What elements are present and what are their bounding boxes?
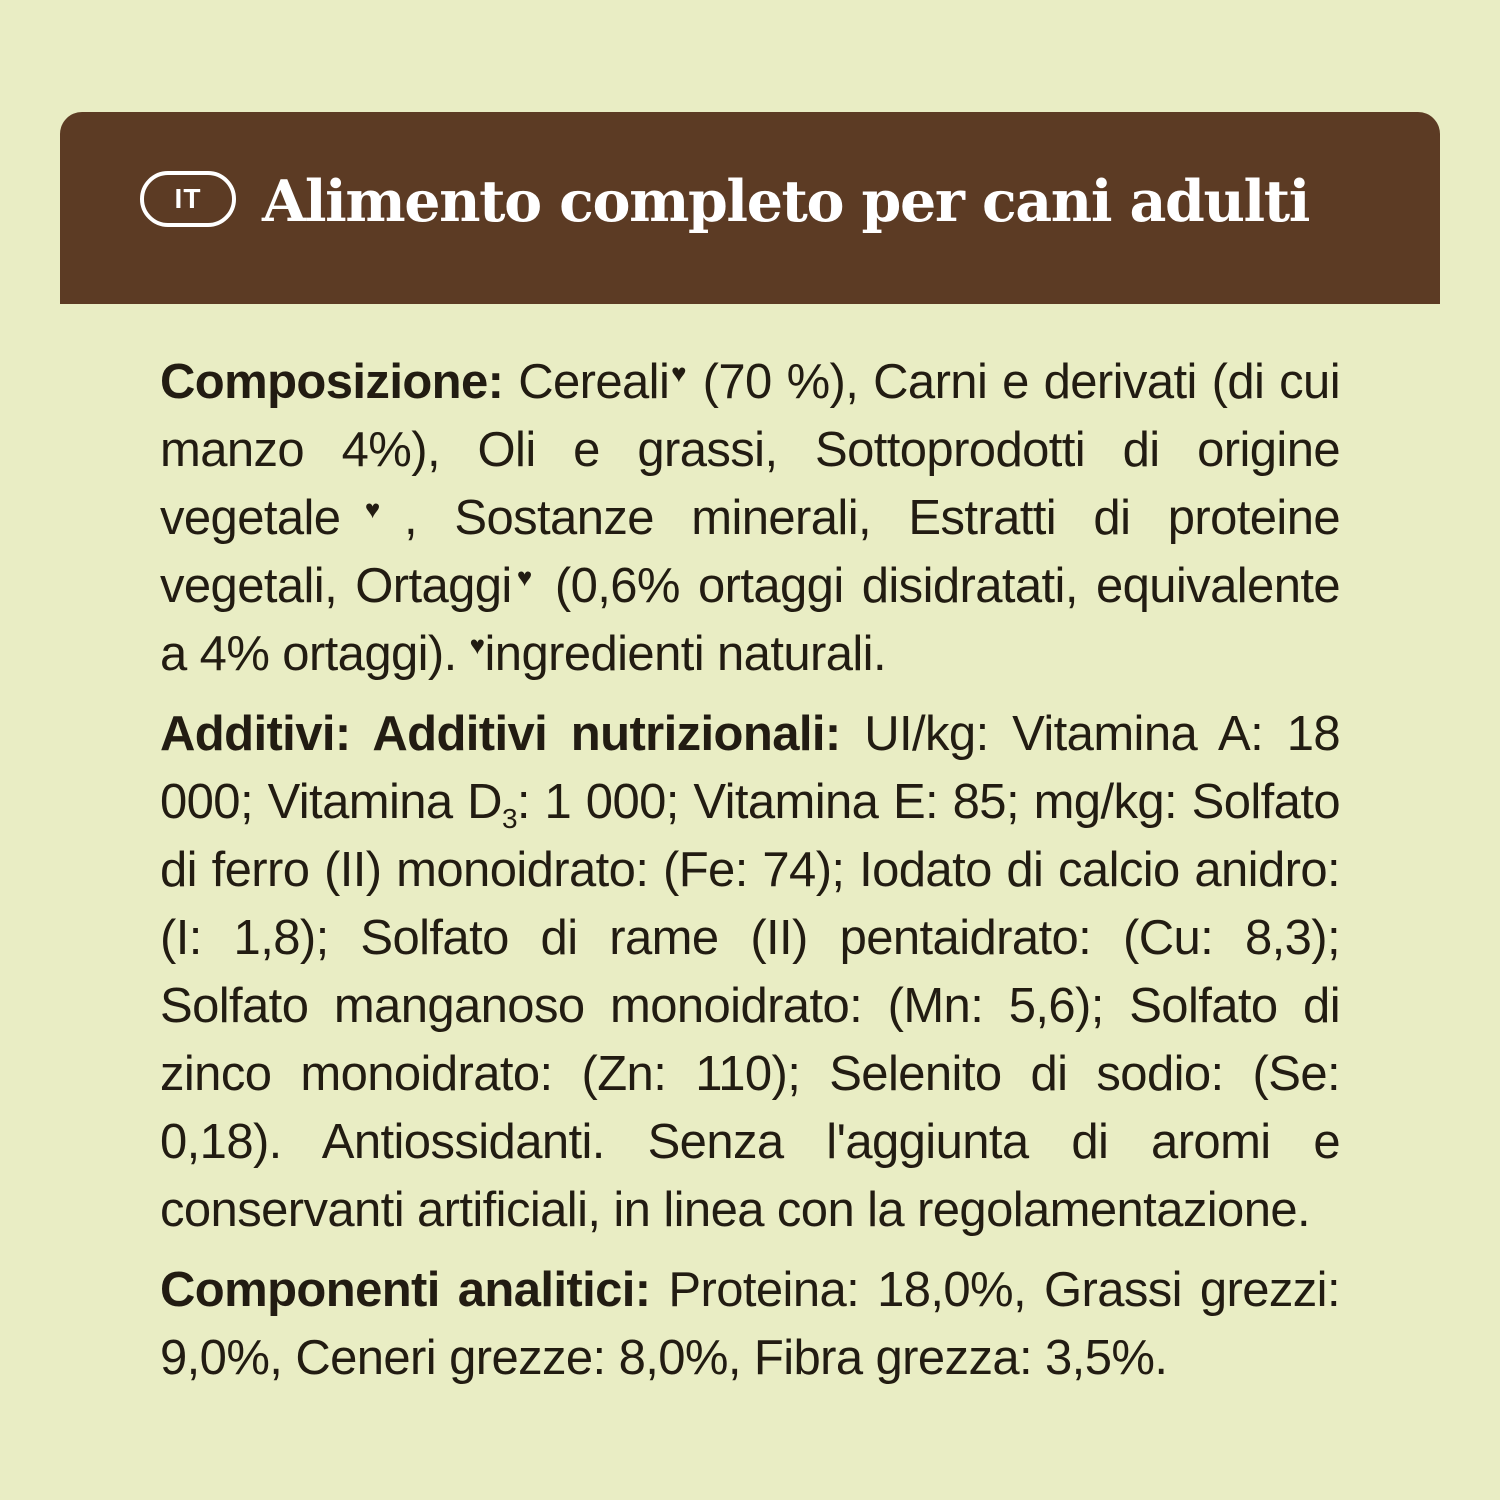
analytical-label: Componenti analitici: bbox=[160, 1263, 651, 1317]
analytical-text: Proteina: 18,0%, Grassi grezzi: 9,0%, Ceneri grezze: 8,0%, Fibra grezza: 3,5%. bbox=[160, 1263, 1340, 1385]
additives-text-1: UI/kg: Vitamina A: 18 000; Vitamina D bbox=[160, 707, 1340, 829]
composition-label: Composizione: bbox=[160, 355, 504, 409]
heart-icon: ♥ bbox=[511, 562, 537, 592]
composition-text-4: (0,6% ortaggi disidratati, equivalente a 4% ortaggi). bbox=[160, 559, 1341, 681]
heart-icon: ♥ bbox=[340, 494, 405, 524]
language-badge: IT bbox=[140, 171, 236, 227]
composition-text-5: ingredienti naturali. bbox=[484, 627, 886, 681]
vitamin-d-subscript: 3 bbox=[501, 803, 517, 834]
label-content bbox=[160, 348, 1340, 1404]
composition-text-3: , Sostanze minerali, Estratti di proteine vegetali, Ortaggi bbox=[160, 491, 1340, 613]
analytical-paragraph bbox=[160, 1256, 1340, 1392]
header-bar bbox=[60, 112, 1440, 304]
heart-icon: ♥ bbox=[669, 358, 688, 388]
page-title: Alimento completo per cani adulti bbox=[262, 168, 1309, 235]
additives-text-2: : 1 000; Vitamina E: 85; mg/kg: Solfato di ferro (II) monoidrato: (Fe: 74); Iodato di calcio anidro: (I: 1,8); Solfato di rame (II) pentaidrato: (Cu: 8,3); Solfato manganoso monoidrato: (Mn: 5,6); Solfato di zinco monoidrato: (Zn: 110); Selenito di sodio: (Se: 0,18). Antiossidanti. Senza l'aggiunta di aromi e conservanti artificiali, in linea con la regolamentazione. bbox=[160, 775, 1340, 1237]
composition-text-2: (70 %), Carni e derivati (di cui manzo 4%), Oli e grassi, Sottoprodotti di origine vegetale bbox=[160, 355, 1340, 545]
composition-text-1: Cereali bbox=[503, 355, 670, 409]
heart-icon: ♥ bbox=[469, 630, 485, 660]
additives-label: Additivi: Additivi nutrizionali: bbox=[160, 707, 841, 761]
composition-paragraph bbox=[160, 348, 1340, 688]
additives-paragraph bbox=[160, 700, 1340, 1244]
